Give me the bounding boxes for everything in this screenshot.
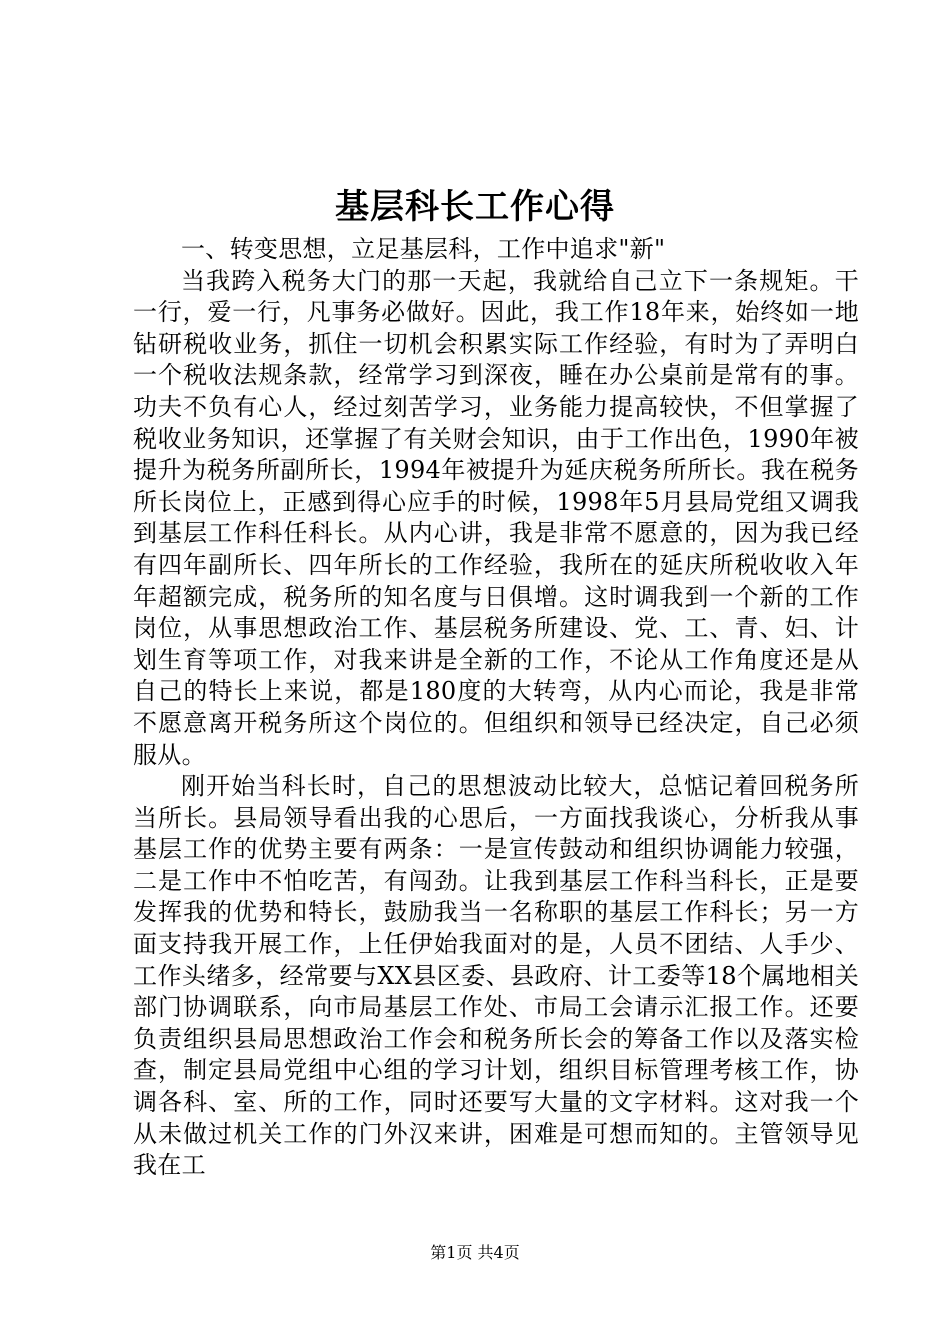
- page-footer: 第1页 共4页: [430, 1243, 520, 1262]
- section-heading: 一、转变思想，立足基层科，工作中追求"新": [181, 235, 666, 263]
- paragraph: 刚开始当科长时，自己的思想波动比较大，总惦记着回税务所当所长。县局领导看出我的心思后，一方面找我谈心，分析我从事基层工作的优势主要有两条：一是宣传鼓动和组织协调能力较强，二是工作中不怕吃苦，有闯劲。让我到基层工作科当科长，正是要发挥我的优势和特长，鼓励我当一名称职的基层工作科长；另一方面支持我开展工作，上任伊始我面对的是，人员不团结、人手少、工作头绪多，经常要与XX县区委、县政府、计工委等18个属地相关部门协调联系，向市局基层工作处、市局工会请示汇报工作。还要负责组织县局思想政治工作会和税务所长会的筹备工作以及落实检查，制定县局党组中心组的学习计划，组织目标管理考核工作，协调各科、室、所的工作，同时还要写大量的文字材料。这对我一个从未做过机关工作的门外汉来讲，困难是可想而知的。主管领导见我在工: [133, 772, 859, 1180]
- document-title: 基层科长工作心得: [335, 187, 615, 227]
- document-body: [133, 234, 859, 1182]
- paragraph: 当我跨入税务大门的那一天起，我就给自己立下一条规矩。干一行，爱一行，凡事务必做好。因此，我工作18年来，始终如一地钻研税收业务，抓住一切机会积累实际工作经验，有时为了弄明白一个税收法规条款，经常学习到深夜，睡在办公桌前是常有的事。功夫不负有心人，经过刻苦学习，业务能力提高较快，不但掌握了税收业务知识，还掌握了有关财会知识，由于工作出色，1990年被提升为税务所副所长，1994年被提升为延庆税务所所长。我在税务所长岗位上，正感到得心应手的时候，1998年5月县局党组又调我到基层工作科任科长。从内心讲，我是非常不愿意的，因为我已经有四年副所长、四年所长的工作经验，我所在的延庆所税收收入年年超额完成，税务所的知名度与日俱增。这时调我到一个新的工作岗位，从事思想政治工作、基层税务所建设、党、工、青、妇、计划生育等项工作，对我来讲是全新的工作，不论从工作角度还是从自己的特长上来说，都是180度的大转弯，从内心而论，我是非常不愿意离开税务所这个岗位的。但组织和领导已经决定，自己必须服从。: [133, 266, 859, 769]
